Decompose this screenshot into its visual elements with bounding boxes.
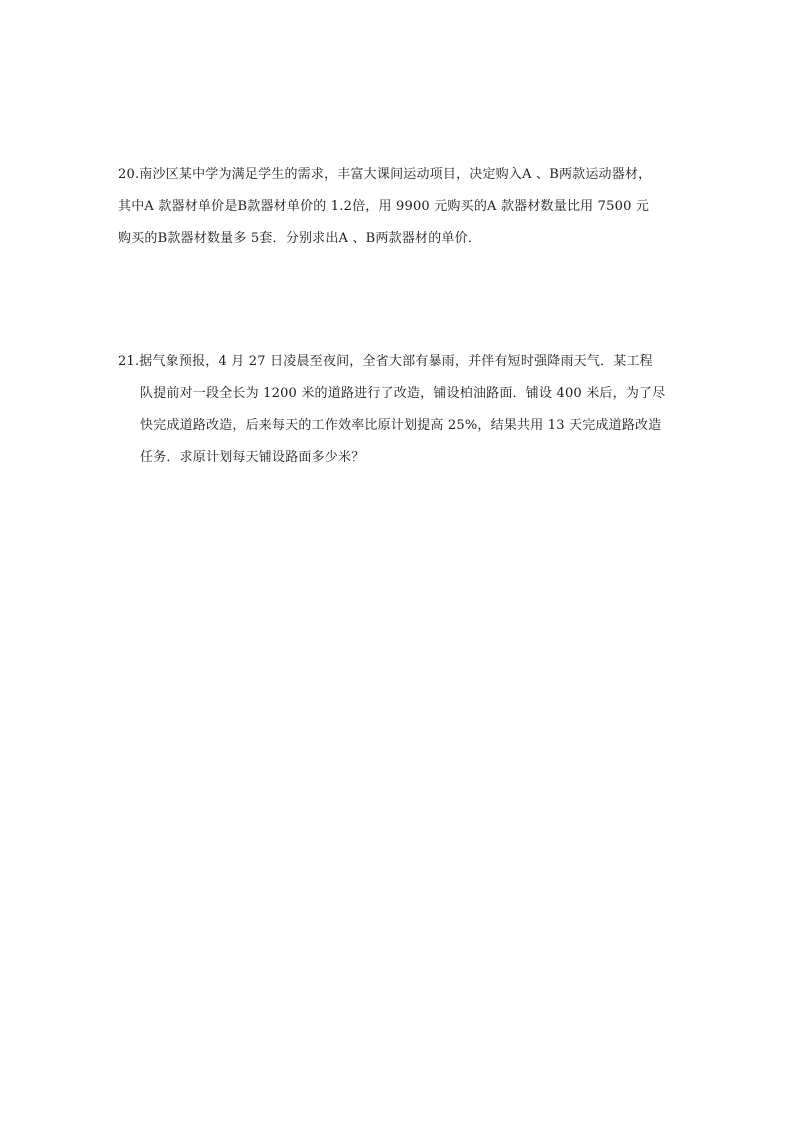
problem-20 bbox=[118, 164, 678, 260]
problem-21 bbox=[118, 351, 678, 479]
problem-20-line-1: 20.南沙区某中学为满足学生的需求，丰富大课间运动项目，决定购入A 、B两款运动器材， bbox=[118, 167, 652, 182]
problem-21-line-3: 快完成道路改造，后来每天的工作效率比原计划提高 25%，结果共用 13 天完成道路改造 bbox=[140, 418, 662, 433]
problem-21-line-4: 任务．求原计划每天铺设路面多少米？ bbox=[140, 450, 365, 465]
problem-20-line-2: 其中A 款器材单价是B款器材单价的 1.2倍，用 9900 元购买的A 款器材数量比用 7500 元 bbox=[118, 199, 650, 214]
problem-20-line-3: 购买的B款器材数量多 5套．分别求出A 、B两款器材的单价． bbox=[118, 231, 482, 246]
problem-21-line-2: 队提前对一段全长为 1200 米的道路进行了改造，铺设柏油路面．铺设 400 米后，为了尽 bbox=[140, 386, 666, 401]
problem-21-line-1: 21.据气象预报，4 月 27 日凌晨至夜间，全省大部有暴雨，并伴有短时强降雨天气．某工程 bbox=[118, 354, 653, 369]
